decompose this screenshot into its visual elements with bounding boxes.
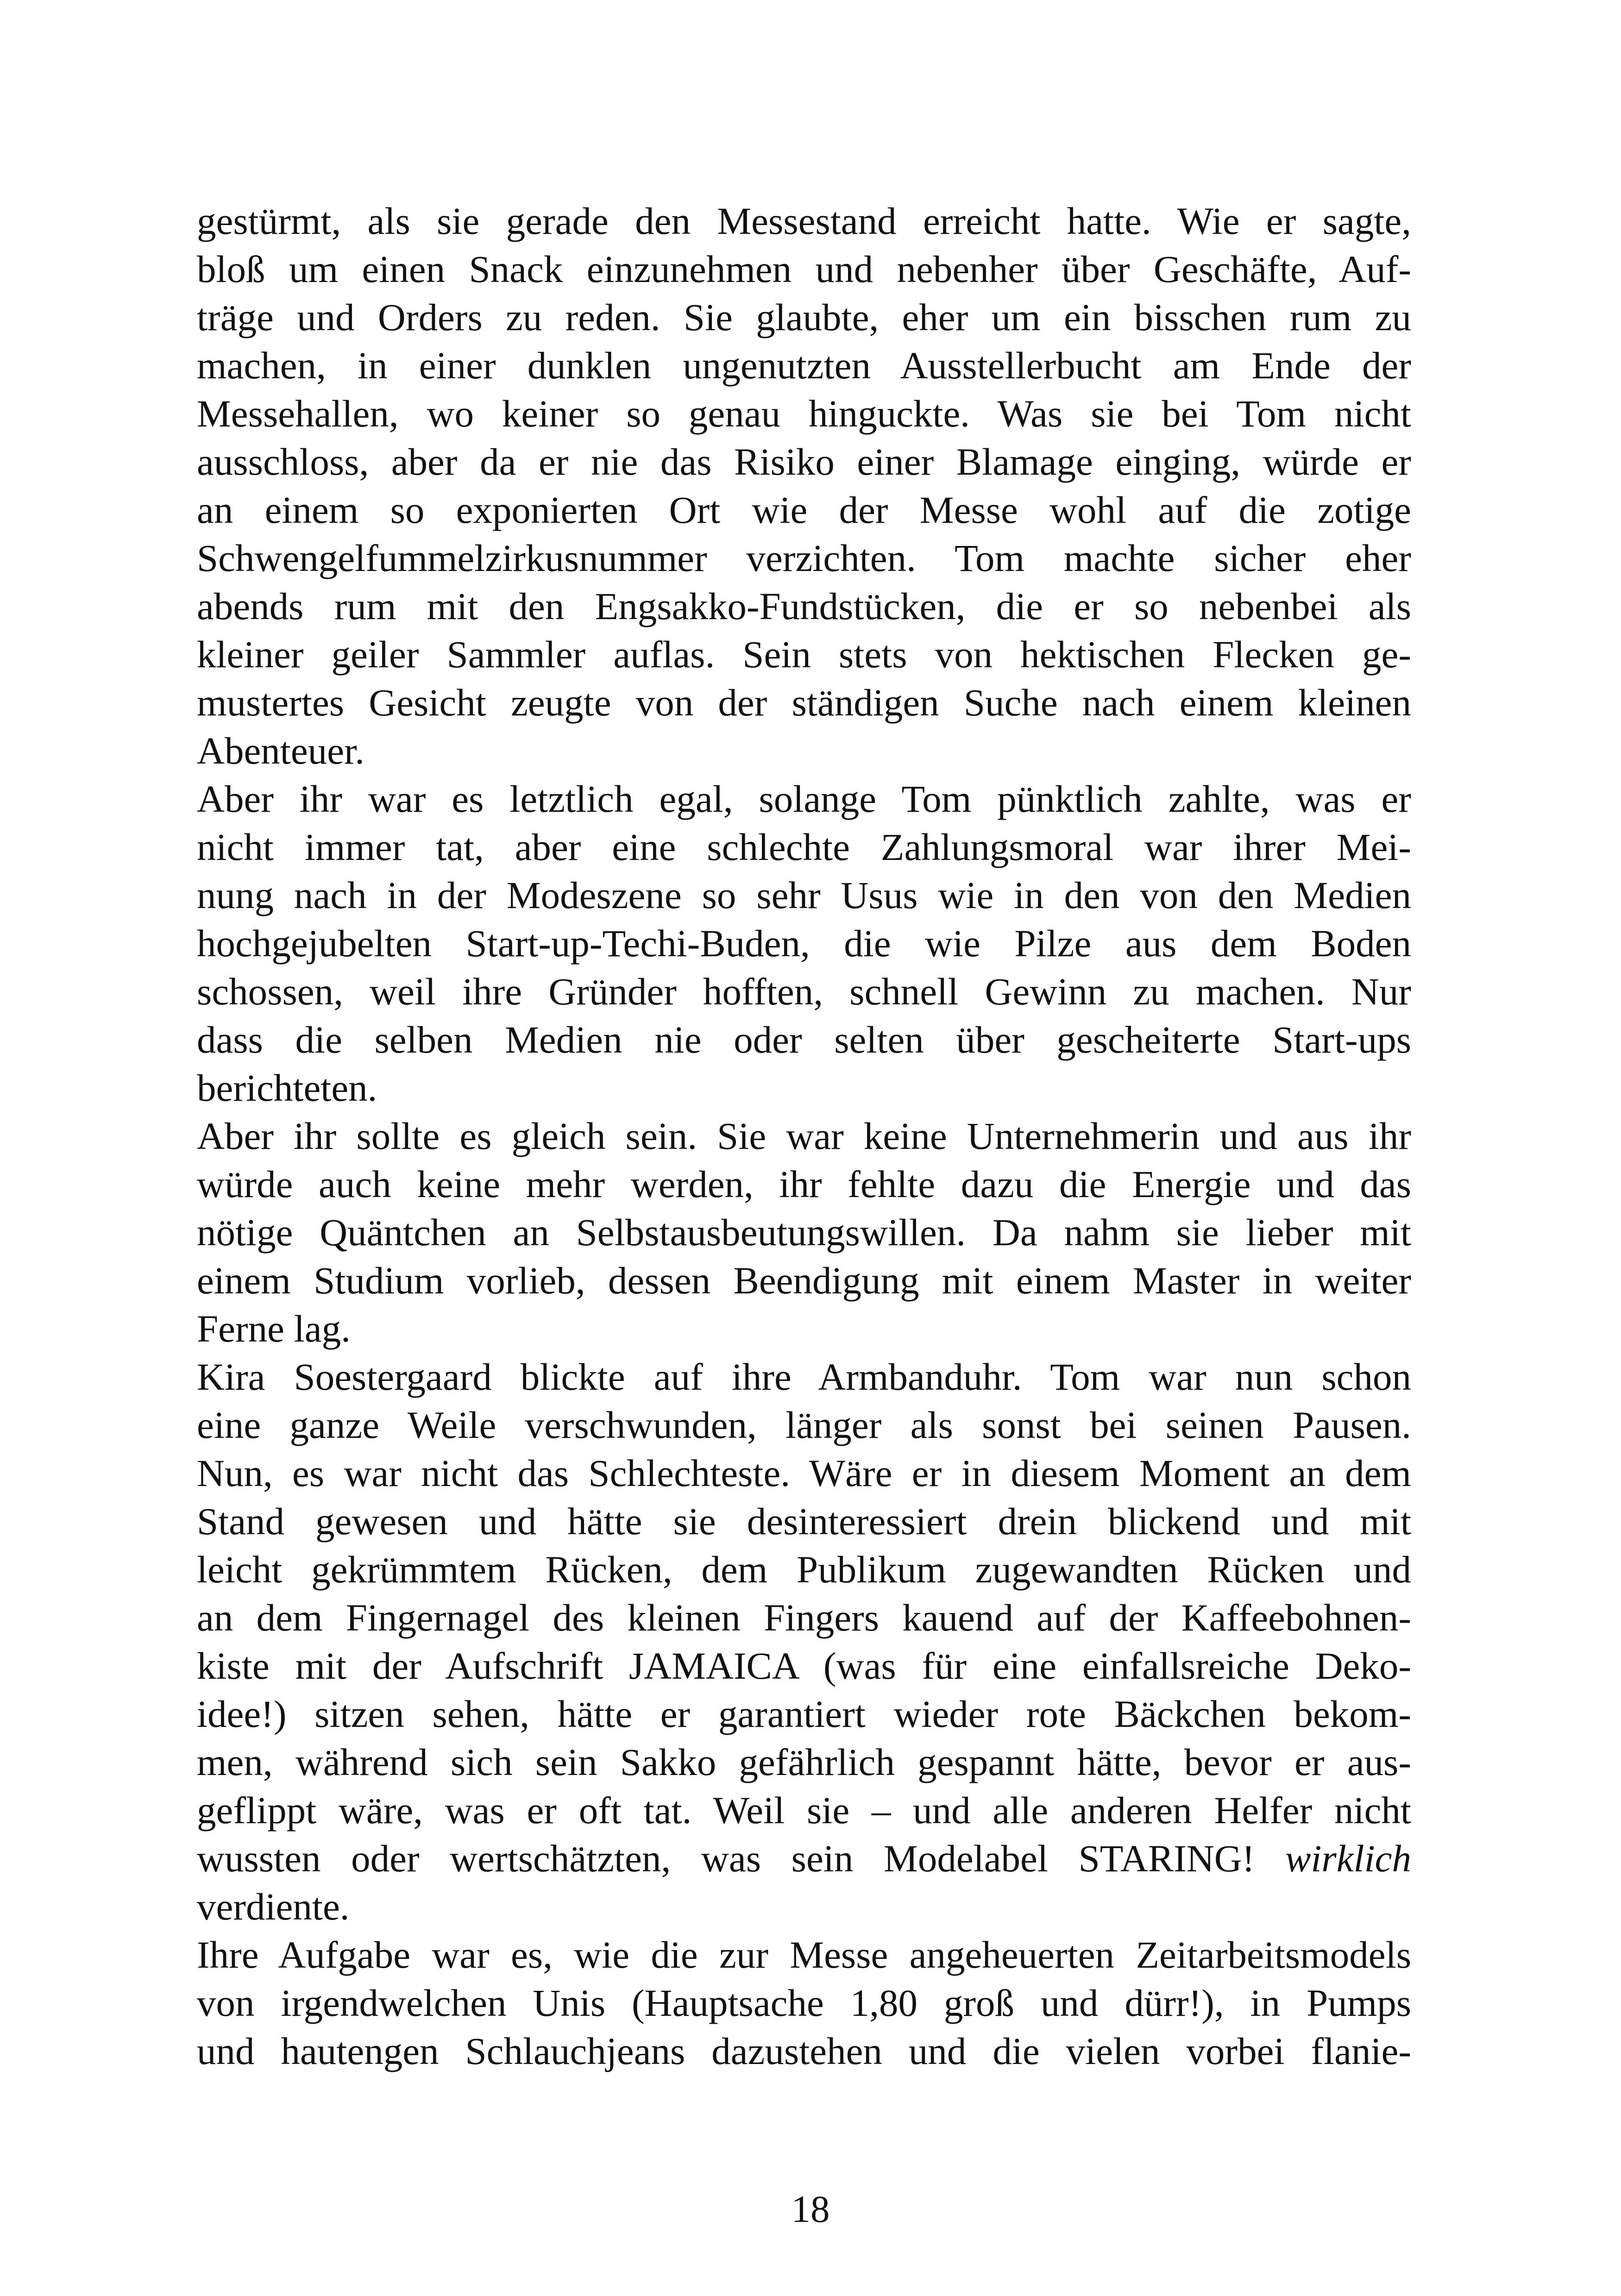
body-text <box>197 197 1411 2075</box>
text-line-content: kleiner geiler Sammler auflas. Sein stets von hektischen Flecken ge- <box>197 633 1411 676</box>
text-line <box>197 1834 1411 1882</box>
text-line-content: ausschloss, aber da er nie das Risiko einer Blamage einging, würde er <box>197 440 1411 483</box>
text-line <box>197 1593 1411 1642</box>
text-line <box>197 245 1411 293</box>
text-line <box>197 197 1411 245</box>
emphasized-word: wirklich <box>1285 1837 1411 1880</box>
text-line-content: Nun, es war nicht das Schlechteste. Wäre er in diesem Moment an dem <box>197 1452 1411 1494</box>
text-line-content: nicht immer tat, aber eine schlechte Zahlungsmoral war ihrer Mei- <box>197 826 1411 868</box>
text-line <box>197 1497 1411 1545</box>
text-line <box>197 1449 1411 1497</box>
text-line <box>197 1064 1411 1112</box>
text-line <box>197 1016 1411 1064</box>
text-line <box>197 1786 1411 1834</box>
text-line-content: Messehallen, wo keiner so genau hinguckte. Was sie bei Tom nicht <box>197 392 1411 435</box>
text-line-content: und hautengen Schlauchjeans dazustehen und die vielen vorbei flanie- <box>197 2030 1411 2072</box>
text-line-content: eine ganze Weile verschwunden, länger als sonst bei seinen Pausen. <box>197 1404 1411 1446</box>
text-line-content: Aber ihr war es letztlich egal, solange Tom pünktlich zahlte, was er <box>197 778 1411 820</box>
text-line <box>197 1545 1411 1593</box>
text-line-content: träge und Orders zu reden. Sie glaubte, eher um ein bisschen rum zu <box>197 296 1411 339</box>
text-line-content: von irgendwelchen Unis (Hauptsache 1,80 groß und dürr!), in Pumps <box>197 1982 1411 2024</box>
text-line <box>197 823 1411 871</box>
text-line-content: Ihre Aufgabe war es, wie die zur Messe angeheuerten Zeitarbeitsmodels <box>197 1933 1411 1976</box>
text-line-content: nötige Quäntchen an Selbstausbeutungswillen. Da nahm sie lieber mit <box>197 1211 1411 1254</box>
text-line <box>197 1738 1411 1786</box>
text-line <box>197 438 1411 486</box>
text-line <box>197 582 1411 630</box>
text-line <box>197 293 1411 341</box>
text-line-content: Schwengelfummelzirkusnummer verzichten. Tom machte sicher eher <box>197 537 1411 579</box>
text-line-content: geflippt wäre, was er oft tat. Weil sie – und alle anderen Helfer nicht <box>197 1789 1411 1832</box>
text-line-content: berichteten. <box>197 1066 377 1109</box>
text-line-content: abends rum mit den Engsakko-Fundstücken, die er so nebenbei als <box>197 585 1411 627</box>
text-line <box>197 389 1411 438</box>
text-line-content: dass die selben Medien nie oder selten über gescheiterte Start-ups <box>197 1018 1411 1061</box>
text-line-content: an dem Fingernagel des kleinen Fingers kauend auf der Kaffeebohnen- <box>197 1596 1411 1639</box>
text-line <box>197 341 1411 389</box>
text-line-content: wussten oder wertschätzten, was sein Modelabel STARING! <box>197 1837 1255 1880</box>
text-line <box>197 727 1411 775</box>
text-line-content: Stand gewesen und hätte sie desinteressiert drein blickend und mit <box>197 1500 1411 1543</box>
text-line <box>197 2027 1411 2075</box>
text-line <box>197 534 1411 582</box>
text-line-content: einem Studium vorlieb, dessen Beendigung mit einem Master in weiter <box>197 1259 1411 1302</box>
text-line <box>197 1979 1411 2027</box>
text-line <box>197 486 1411 534</box>
text-line <box>197 871 1411 919</box>
text-line-content: mustertes Gesicht zeugte von der ständigen Suche nach einem kleinen <box>197 681 1411 724</box>
text-line <box>197 919 1411 967</box>
text-line-content: kiste mit der Aufschrift JAMAICA (was für eine einfallsreiche Deko- <box>197 1644 1411 1687</box>
text-line-content: nung nach in der Modeszene so sehr Usus wie in den von den Medien <box>197 874 1411 916</box>
text-line-content: gestürmt, als sie gerade den Messestand erreicht hatte. Wie er sagte, <box>197 200 1411 242</box>
text-line <box>197 967 1411 1016</box>
text-line-content: Abenteuer. <box>197 729 364 772</box>
text-line-content: machen, in einer dunklen ungenutzten Ausstellerbucht am Ende der <box>197 344 1411 387</box>
text-line-content: verdiente. <box>197 1885 350 1928</box>
text-line <box>197 775 1411 823</box>
text-line <box>197 1208 1411 1256</box>
text-line <box>197 1401 1411 1449</box>
text-line-content: bloß um einen Snack einzunehmen und nebenher über Geschäfte, Auf- <box>197 248 1411 290</box>
text-line-content: Ferne lag. <box>197 1307 351 1350</box>
text-line-content: an einem so exponierten Ort wie der Messe wohl auf die zotige <box>197 489 1411 531</box>
text-line-content: hochgejubelten Start-up-Techi-Buden, die wie Pilze aus dem Boden <box>197 922 1411 965</box>
text-line <box>197 1353 1411 1401</box>
text-line <box>197 1160 1411 1208</box>
text-line <box>197 1642 1411 1690</box>
text-line <box>197 1112 1411 1160</box>
text-line-content: Aber ihr sollte es gleich sein. Sie war keine Unternehmerin und aus ihr <box>197 1115 1411 1157</box>
text-line <box>197 1882 1411 1931</box>
text-line <box>197 630 1411 678</box>
text-line-content: idee!) sitzen sehen, hätte er garantiert wieder rote Bäckchen bekom- <box>197 1693 1411 1735</box>
text-line <box>197 1305 1411 1353</box>
text-line <box>197 1931 1411 1979</box>
text-line-content: schossen, weil ihre Gründer hofften, schnell Gewinn zu machen. Nur <box>197 970 1411 1013</box>
text-line <box>197 678 1411 727</box>
page-number: 18 <box>791 2188 830 2230</box>
text-line <box>197 1256 1411 1305</box>
text-line-content: würde auch keine mehr werden, ihr fehlte dazu die Energie und das <box>197 1163 1411 1205</box>
text-line <box>197 1690 1411 1738</box>
text-line-content: leicht gekrümmtem Rücken, dem Publikum zugewandten Rücken und <box>197 1548 1411 1591</box>
text-line-content: men, während sich sein Sakko gefährlich gespannt hätte, bevor er aus- <box>197 1741 1411 1783</box>
text-line-content: Kira Soestergaard blickte auf ihre Armbanduhr. Tom war nun schon <box>197 1355 1411 1398</box>
